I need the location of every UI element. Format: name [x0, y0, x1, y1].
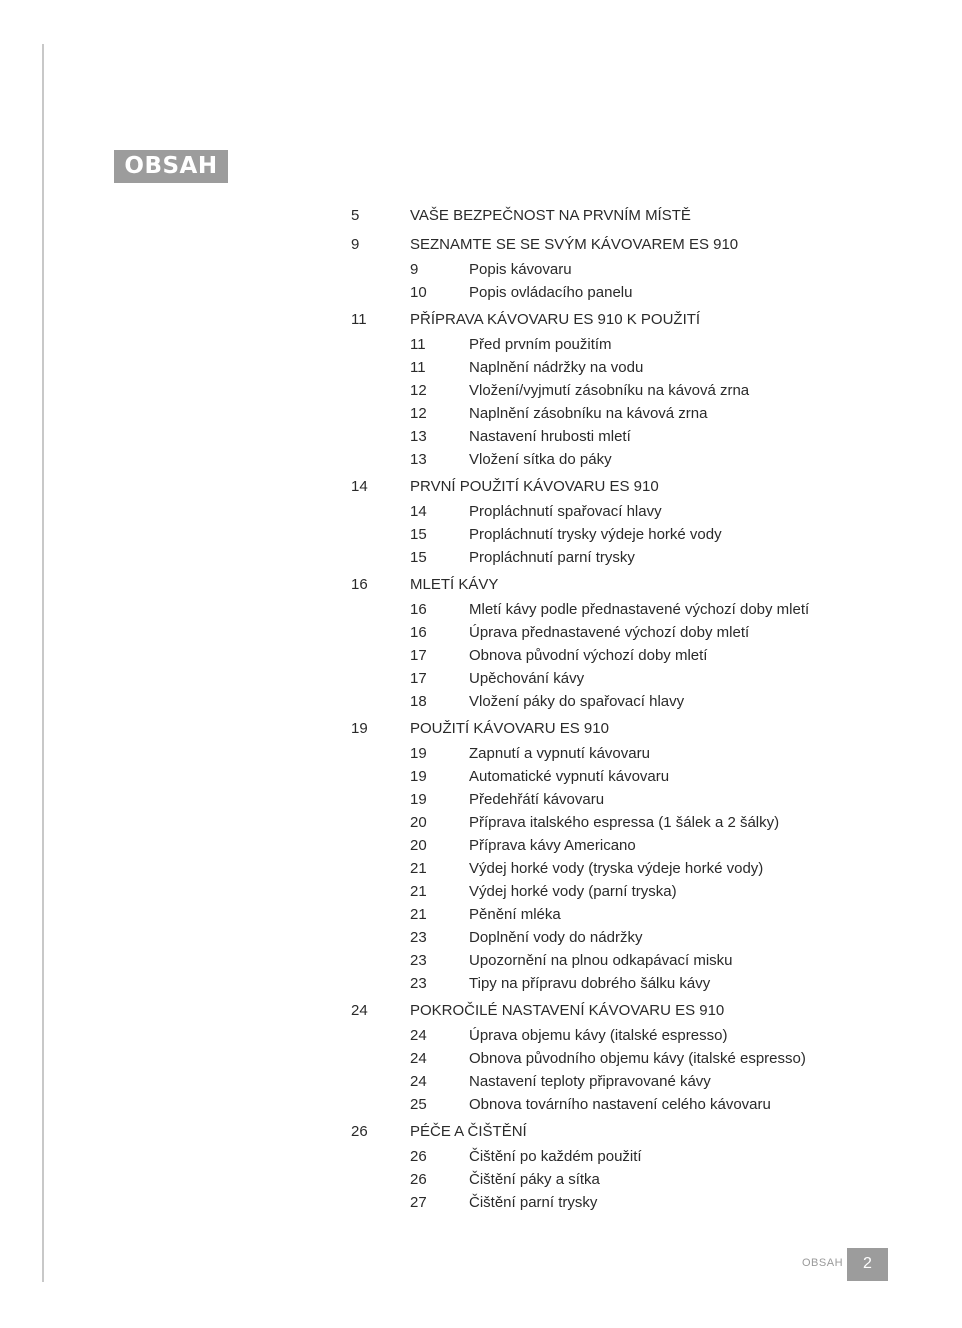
- toc-indent: [351, 667, 410, 690]
- toc-indent: [351, 926, 410, 949]
- toc-entry[interactable]: [351, 425, 911, 448]
- toc-entry-title: Čištění páky a sítka: [469, 1171, 600, 1188]
- toc-section-title: MLETÍ KÁVY: [410, 576, 499, 593]
- toc-entry-title: Vložení sítka do páky: [469, 451, 612, 468]
- toc-section-title: PÉČE A ČIŠTĚNÍ: [410, 1123, 527, 1140]
- toc-entry-title: Zapnutí a vypnutí kávovaru: [469, 745, 650, 762]
- toc-section-title: PŘÍPRAVA KÁVOVARU ES 910 K POUŽITÍ: [410, 311, 701, 328]
- toc-section: [351, 572, 911, 713]
- toc-entry[interactable]: [351, 1191, 911, 1214]
- toc-indent: [351, 546, 410, 569]
- toc-indent: [351, 356, 410, 379]
- toc-entry-page: 15: [410, 549, 427, 566]
- toc-entry-page: 25: [410, 1096, 427, 1113]
- toc-entry-page: 26: [410, 1148, 427, 1165]
- toc-entry-title: Příprava kávy Americano: [469, 837, 636, 854]
- toc-entry-page: 11: [410, 359, 426, 376]
- toc-section-heading[interactable]: [351, 474, 911, 500]
- toc-entry[interactable]: [351, 811, 911, 834]
- toc-entry-title: Automatické vypnutí kávovaru: [469, 768, 670, 785]
- margin-line: [42, 44, 44, 1282]
- toc-section-heading[interactable]: [351, 998, 911, 1024]
- toc-entry[interactable]: [351, 1047, 911, 1070]
- toc-entry[interactable]: [351, 926, 911, 949]
- toc-entry-page: 21: [410, 883, 427, 900]
- toc-entry[interactable]: [351, 546, 911, 569]
- toc-section: [351, 232, 911, 304]
- toc-entry[interactable]: [351, 1070, 911, 1093]
- toc-entry[interactable]: [351, 1024, 911, 1047]
- toc-entry-page: 9: [410, 261, 419, 278]
- toc-section: [351, 1119, 911, 1214]
- toc-entry-page: 19: [410, 791, 427, 808]
- toc-entry[interactable]: [351, 949, 911, 972]
- toc-entry-title: Obnova původního objemu kávy (italské espresso): [469, 1050, 806, 1067]
- toc-section-page: 5: [351, 207, 360, 224]
- toc-entry-page: 13: [410, 428, 427, 445]
- toc-indent: [351, 523, 410, 546]
- toc-entry[interactable]: [351, 598, 911, 621]
- toc-indent: [351, 621, 410, 644]
- toc-section-heading[interactable]: [351, 203, 911, 229]
- toc-entry-page: 16: [410, 601, 427, 618]
- toc-section-heading[interactable]: [351, 232, 911, 258]
- toc-section-page: 14: [351, 478, 368, 495]
- toc-entry[interactable]: [351, 644, 911, 667]
- toc-entry-title: Propláchnutí spařovací hlavy: [469, 503, 662, 520]
- toc-indent: [351, 690, 410, 713]
- toc-entry-page: 21: [410, 906, 427, 923]
- toc-indent: [351, 1145, 410, 1168]
- toc-entry-title: Propláchnutí trysky výdeje horké vody: [469, 526, 722, 543]
- toc-indent: [351, 500, 410, 523]
- toc-entry-page: 23: [410, 929, 427, 946]
- toc-entry-title: Popis kávovaru: [469, 261, 572, 278]
- toc-section-page: 16: [351, 576, 368, 593]
- toc-entry-page: 11: [410, 336, 426, 353]
- toc-entry-title: Tipy na přípravu dobrého šálku kávy: [469, 975, 711, 992]
- toc-entry-title: Vložení/vyjmutí zásobníku na kávová zrna: [469, 382, 750, 399]
- toc-entry-page: 12: [410, 382, 427, 399]
- toc-section-heading[interactable]: [351, 307, 911, 333]
- toc-entry-title: Upozornění na plnou odkapávací misku: [469, 952, 733, 969]
- toc-section-page: 24: [351, 1002, 368, 1019]
- toc-indent: [351, 765, 410, 788]
- toc-indent: [351, 949, 410, 972]
- toc-entry[interactable]: [351, 690, 911, 713]
- toc-indent: [351, 425, 410, 448]
- toc-entry-title: Nastavení teploty připravované kávy: [469, 1073, 711, 1090]
- toc-entry[interactable]: [351, 742, 911, 765]
- toc-entry-title: Nastavení hrubosti mletí: [469, 428, 631, 445]
- toc-entry-page: 27: [410, 1194, 427, 1211]
- toc-entry-page: 24: [410, 1027, 427, 1044]
- toc-section-heading[interactable]: [351, 1119, 911, 1145]
- toc-entry[interactable]: [351, 258, 911, 281]
- toc-entry[interactable]: [351, 621, 911, 644]
- toc-entry-page: 23: [410, 952, 427, 969]
- toc-indent: [351, 644, 410, 667]
- toc-entry-title: Propláchnutí parní trysky: [469, 549, 635, 566]
- toc-indent: [351, 811, 410, 834]
- toc-entry-page: 20: [410, 814, 427, 831]
- toc-entry-title: Upěchování kávy: [469, 670, 585, 687]
- toc-indent: [351, 1168, 410, 1191]
- page-number: 2: [847, 1248, 888, 1281]
- toc-indent: [351, 448, 410, 471]
- toc-section-page: 9: [351, 236, 360, 253]
- toc-entry[interactable]: [351, 523, 911, 546]
- toc-entry-page: 12: [410, 405, 427, 422]
- toc-section-title: PRVNÍ POUŽITÍ KÁVOVARU ES 910: [410, 478, 659, 495]
- toc-entry-title: Výdej horké vody (tryska výdeje horké vody): [469, 860, 764, 877]
- toc-section-title: POKROČILÉ NASTAVENÍ KÁVOVARU ES 910: [410, 1002, 725, 1019]
- toc-entry[interactable]: [351, 857, 911, 880]
- toc-indent: [351, 1191, 410, 1214]
- toc-section-title: POUŽITÍ KÁVOVARU ES 910: [410, 720, 609, 737]
- toc-indent: [351, 1070, 410, 1093]
- toc-entry-page: 17: [410, 670, 427, 687]
- toc-entry[interactable]: [351, 880, 911, 903]
- toc-section-heading[interactable]: [351, 572, 911, 598]
- toc-section: [351, 474, 911, 569]
- toc-entry[interactable]: [351, 667, 911, 690]
- toc-entry[interactable]: [351, 972, 911, 995]
- toc-entry-title: Obnova původní výchozí doby mletí: [469, 647, 708, 664]
- toc-entry-title: Vložení páky do spařovací hlavy: [469, 693, 685, 710]
- toc-indent: [351, 1047, 410, 1070]
- toc-entry[interactable]: [351, 765, 911, 788]
- toc-indent: [351, 857, 410, 880]
- toc-section: [351, 203, 911, 229]
- toc-entry-title: Před prvním použitím: [469, 336, 612, 353]
- toc-indent: [351, 333, 410, 356]
- toc-entry-title: Popis ovládacího panelu: [469, 284, 633, 301]
- toc-entry-title: Výdej horké vody (parní tryska): [469, 883, 677, 900]
- toc-entry-page: 23: [410, 975, 427, 992]
- toc-indent: [351, 880, 410, 903]
- toc-entry[interactable]: [351, 281, 911, 304]
- toc-indent: [351, 972, 410, 995]
- toc-section-page: 26: [351, 1123, 368, 1140]
- toc-entry[interactable]: [351, 356, 911, 379]
- toc-entry-title: Úprava objemu kávy (italské espresso): [469, 1027, 728, 1044]
- toc-entry[interactable]: [351, 379, 911, 402]
- toc-entry-page: 19: [410, 745, 427, 762]
- toc-indent: [351, 598, 410, 621]
- toc-section: [351, 307, 911, 471]
- toc-entry[interactable]: [351, 834, 911, 857]
- toc-entry-page: 24: [410, 1073, 427, 1090]
- toc-section: [351, 998, 911, 1116]
- toc-entry-page: 14: [410, 503, 427, 520]
- toc-entry-page: 26: [410, 1171, 427, 1188]
- toc-entry-title: Čištění po každém použití: [469, 1148, 642, 1165]
- toc-entry-title: Čištění parní trysky: [469, 1194, 598, 1211]
- toc-entry-title: Předehřátí kávovaru: [469, 791, 605, 808]
- toc-indent: [351, 1093, 410, 1116]
- toc-entry-title: Příprava italského espressa (1 šálek a 2 šálky): [469, 814, 780, 831]
- toc-indent: [351, 903, 410, 926]
- toc-entry[interactable]: [351, 333, 911, 356]
- toc-entry[interactable]: [351, 1168, 911, 1191]
- toc-entry-page: 20: [410, 837, 427, 854]
- toc-entry[interactable]: [351, 402, 911, 425]
- toc-indent: [351, 834, 410, 857]
- toc-entry-page: 19: [410, 768, 427, 785]
- toc-indent: [351, 258, 410, 281]
- toc-entry[interactable]: [351, 1145, 911, 1168]
- toc-entry-page: 24: [410, 1050, 427, 1067]
- toc-entry[interactable]: [351, 903, 911, 926]
- toc-entry-page: 10: [410, 284, 427, 301]
- table-of-contents: [351, 203, 911, 1217]
- toc-indent: [351, 1024, 410, 1047]
- toc-indent: [351, 788, 410, 811]
- toc-entry[interactable]: [351, 1093, 911, 1116]
- toc-entry-title: Doplnění vody do nádržky: [469, 929, 643, 946]
- toc-section-heading[interactable]: [351, 716, 911, 742]
- toc-indent: [351, 281, 410, 304]
- toc-entry-title: Úprava přednastavené výchozí doby mletí: [469, 624, 750, 641]
- toc-entry-page: 17: [410, 647, 427, 664]
- toc-entry-page: 18: [410, 693, 427, 710]
- toc-entry[interactable]: [351, 500, 911, 523]
- toc-entry-title: Pěnění mléka: [469, 906, 561, 923]
- toc-section-title: VAŠE BEZPEČNOST NA PRVNÍM MÍSTĚ: [410, 207, 691, 224]
- toc-section-page: 11: [351, 311, 367, 328]
- toc-entry-title: Obnova továrního nastavení celého kávovaru: [469, 1096, 771, 1113]
- toc-indent: [351, 402, 410, 425]
- footer-label: OBSAH: [802, 1257, 844, 1269]
- page-title: OBSAH: [114, 150, 228, 183]
- toc-entry[interactable]: [351, 788, 911, 811]
- toc-entry-title: Mletí kávy podle přednastavené výchozí doby mletí: [469, 601, 810, 618]
- toc-entry-page: 13: [410, 451, 427, 468]
- toc-entry-title: Naplnění nádržky na vodu: [469, 359, 644, 376]
- toc-section: [351, 716, 911, 995]
- toc-entry[interactable]: [351, 448, 911, 471]
- toc-indent: [351, 742, 410, 765]
- toc-section-page: 19: [351, 720, 368, 737]
- toc-entry-page: 15: [410, 526, 427, 543]
- toc-entry-page: 16: [410, 624, 427, 641]
- toc-entry-page: 21: [410, 860, 427, 877]
- toc-section-title: SEZNAMTE SE SE SVÝM KÁVOVAREM ES 910: [410, 236, 739, 253]
- toc-indent: [351, 379, 410, 402]
- toc-entry-title: Naplnění zásobníku na kávová zrna: [469, 405, 708, 422]
